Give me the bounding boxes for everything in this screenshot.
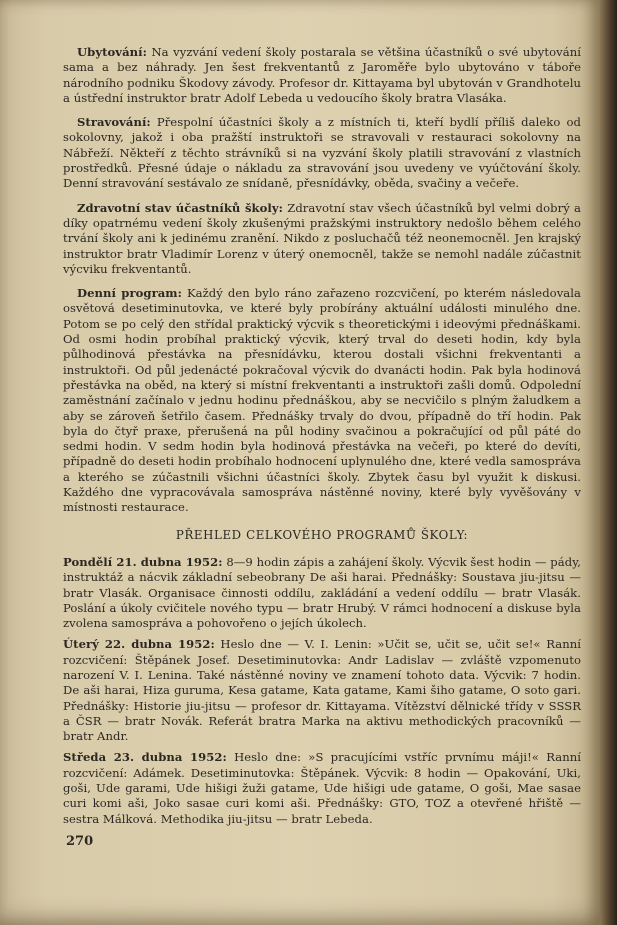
- program-day-body: 8—9 hodin zápis a zahájení školy. Výcvik šest hodin — pády, instruktáž a nácvik základní sebeobrany De aši harai. Přednášky: Soustava jiu-jitsu — bratr Vlasák. Organisace činnosti oddílu, zakládání a vedení oddílu — bratr Vlasák. Poslání a úkoly cvičitele nového typu — bratr Hrubý. V rámci hodnocení a diskuse byla zvolena samospráva a pohovořeno o jejích úkolech.: [63, 554, 581, 631]
- page-number: 270: [66, 834, 94, 849]
- program-day-heading: Pondělí 21. dubna 1952:: [63, 554, 223, 569]
- paragraph-stravovani: [63, 115, 581, 191]
- paragraph-ubytovani: [63, 45, 581, 106]
- section-title: PŘEHLED CELKOVÉHO PROGRAMŮ ŠKOLY:: [175, 527, 469, 542]
- paragraph-zdravotni-stav: [63, 201, 581, 277]
- paragraph-heading: Ubytování:: [77, 45, 147, 59]
- paragraph-denni-program: [63, 286, 581, 515]
- program-day-tuesday: [63, 637, 581, 744]
- paragraph-body: Přespolní účastníci školy a z místních ti, kteří bydlí příliš daleko od sokolovny, jakož i oba pražští instruktoři se stravovali v restauraci sokolovny na Nábřeží. Někteří z těchto strávníků si na vyzvání školy platili stravování z vlastních prostředků. Přesné údaje o nákladu za stravování jsou uvedeny ve vyúčtování školy. Denní stravování sestávalo ze snídaně, přesnídávky, oběda, svačiny a večeře.: [63, 115, 581, 191]
- page-text: [63, 45, 581, 833]
- paragraph-body: Každý den bylo ráno zařazeno rozcvičení, po kterém následovala osvětová desetiminutovka, ve které byly probírány aktuální události minulého dne. Potom se po celý den střídal praktický výcvik s theoretickými i ideovými přednáškami. Od osmi hodin probíhal praktický výcvik, který trval do deseti hodin, kdy byla půlhodinová přestávka na přesnídávku, kterou dostali všichni frekventanti a instruktoři. Od půl jedenácté pokračoval výcvik do dvanácti hodin. Pak byla hodinová přestávka na oběd, na který si místní frekventanti a instruktoři zašli domů. Odpolední zaměstnání začínalo v jednu hodinu přednáškou, aby se necvičilo s plným žaludkem a aby se zároveň šetřilo časem. Přednášky trvaly do dvou, případně do tří hodin. Pak byla do čtyř praxe, přerušená na půl hodiny svačinou a pokračující od půl páté do sedmi hodin. V sedm hodin byla hodinová přestávka na večeři, po které do devíti, případně do deseti hodin probíhalo hodnocení uplynulého dne, které vedla samospráva a kterého se zúčastnili všichni účastníci školy. Zbytek času byl využit k diskusi. Každého dne vypracovávala samospráva nástěnné noviny, které byly vyvěšovány v místnosti restaurace.: [63, 286, 581, 515]
- program-day-body: Heslo dne: »S pracujícími vstříc prvnímu máji!« Ranní rozcvičení: Adámek. Desetiminutovka: Štěpánek. Výcvik: 8 hodin — Opakování, Uki, goši, Ude garami, Ude hišigi žuži gatame, Ude hišigi ude gatame, O goši, Mae sasae curi komi aši, Joko sasae curi komi aši. Přednášky: GTO, TOZ a otevřené hřiště — sestra Málková. Methodika jiu-jitsu — bratr Lebeda.: [63, 750, 581, 826]
- program-day-heading: Úterý 22. dubna 1952:: [63, 637, 215, 652]
- book-spine-shadow: [600, 0, 617, 925]
- program-day-body: Heslo dne — V. I. Lenin: »Učit se, učit se, učit se!« Ranní rozcvičení: Štěpánek Josef. Desetiminutovka: Andr Ladislav — zvláště vzpomenuto narození V. I. Lenina. Také nástěnné noviny ve znamení tohoto data. Výcvik: 7 hodin. De aši harai, Hiza guruma, Kesa gatame, Kata gatame, Kami šiho gatame, O soto gari. Přednášky: Historie jiu-jitsu — profesor dr. Kittayama. Vítězství dělnické třídy v SSSR a ČSR — bratr Novák. Referát bratra Marka na aktivu methodických pracovníků — bratr Andr.: [63, 637, 581, 744]
- paragraph-heading: Zdravotní stav účastníků školy:: [77, 200, 283, 215]
- program-day-wednesday: [63, 750, 581, 826]
- paragraph-body: Na vyzvání vedení školy postarala se většina účastníků o své ubytování sama a bez náhrady. Jen šest frekventantů z Jaroměře bylo ubytováno v táboře národního podniku Škodovy závody. Profesor dr. Kittayama byl ubytován v Grandhotelu a ústřední instruktor bratr Adolf Lebeda u vedoucího školy bratra Vlasáka.: [63, 45, 581, 105]
- program-day-heading: Středa 23. dubna 1952:: [63, 750, 227, 765]
- paragraph-heading: Stravování:: [77, 115, 151, 130]
- program-day-monday: [63, 555, 581, 631]
- paragraph-body: Zdravotní stav všech účastníků byl velmi dobrý a díky opatrnému vedení školy zkušenými pražskými instruktory nedošlo během celého trvání školy ani k jedinému zranění. Nikdo z posluchačů též neonemocněl. Jen krajský instruktor bratr Vladimír Lorenz v úterý onemocněl, takže se nemohl nadále zúčastnit výcviku frekventantů.: [63, 200, 582, 276]
- paragraph-heading: Denní program:: [77, 286, 182, 301]
